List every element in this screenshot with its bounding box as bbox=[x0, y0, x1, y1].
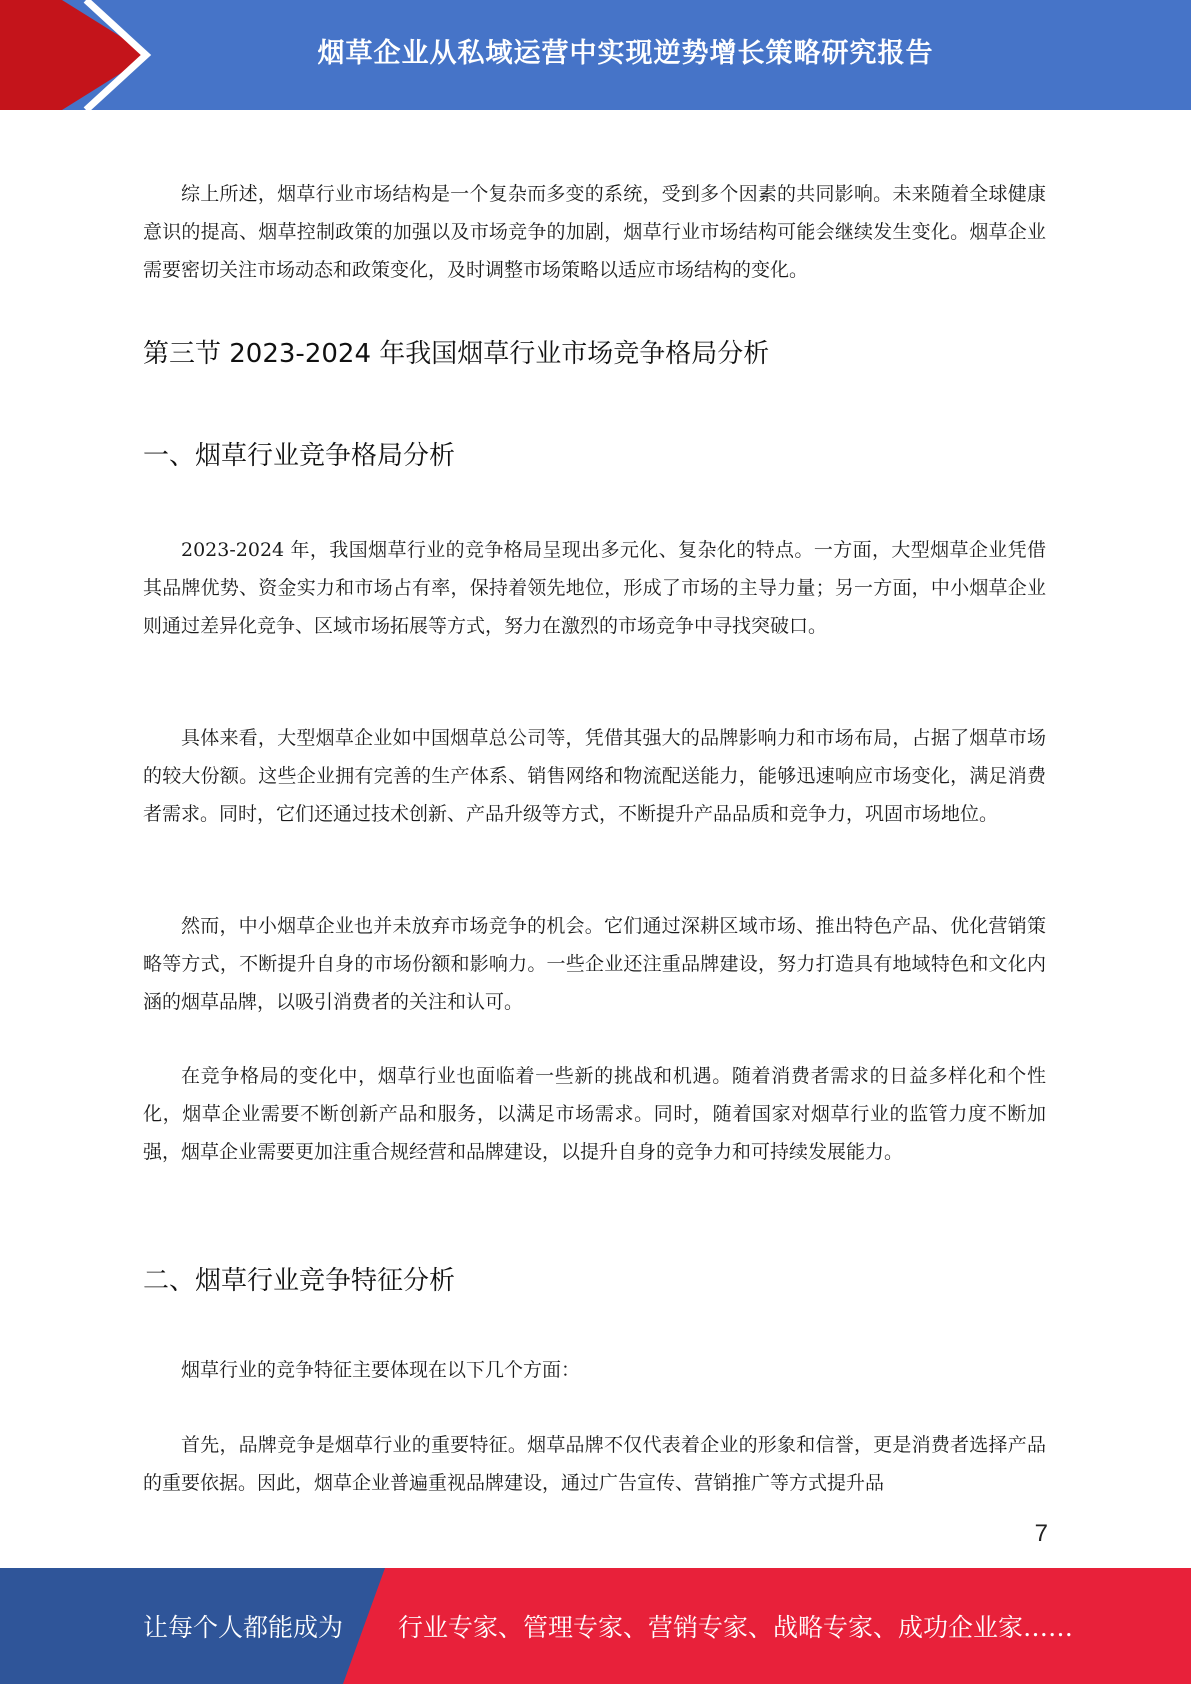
body-paragraph: 具体来看，大型烟草企业如中国烟草总公司等，凭借其强大的品牌影响力和市场布局，占据了烟草市场的较大份额。这些企业拥有完善的生产体系、销售网络和物流配送能力，能够迅速响应市场变化，满足消费者需求。同时，它们还通过技术创新、产品升级等方式，不断提升产品品质和竞争力，巩固市场地位。 bbox=[143, 727, 1046, 825]
body-paragraph: 在竞争格局的变化中，烟草行业也面临着一些新的挑战和机遇。随着消费者需求的日益多样化和个性化，烟草企业需要不断创新产品和服务，以满足市场需求。同时，随着国家对烟草行业的监管力度不断加强，烟草企业需要更加注重合规经营和品牌建设，以提升自身的竞争力和可持续发展能力。 bbox=[143, 1065, 1046, 1163]
report-title: 烟草企业从私域运营中实现逆势增长策略研究报告 bbox=[317, 37, 934, 69]
section-title: 第三节 2023-2024 年我国烟草行业市场竞争格局分析 bbox=[143, 339, 770, 369]
report-header bbox=[0, 0, 1191, 110]
page-number: 7 bbox=[1034, 1520, 1048, 1547]
subsection-title-competition-landscape: 一、烟草行业竞争格局分析 bbox=[143, 441, 456, 471]
subsection-title-competition-features: 二、烟草行业竞争特征分析 bbox=[143, 1266, 456, 1296]
body-paragraph: 2023-2024 年，我国烟草行业的竞争格局呈现出多元化、复杂化的特点。一方面，大型烟草企业凭借其品牌优势、资金实力和市场占有率，保持着领先地位，形成了市场的主导力量；另一方面，中小烟草企业则通过差异化竞争、区域市场拓展等方式，努力在激烈的市场竞争中寻找突破口。 bbox=[143, 539, 1046, 637]
body-paragraph: 然而，中小烟草企业也并未放弃市场竞争的机会。它们通过深耕区域市场、推出特色产品、优化营销策略等方式，不断提升自身的市场份额和影响力。一些企业还注重品牌建设，努力打造具有地域特色和文化内涵的烟草品牌，以吸引消费者的关注和认可。 bbox=[143, 915, 1046, 1013]
report-footer bbox=[0, 1568, 1191, 1684]
intro-paragraph: 综上所述，烟草行业市场结构是一个复杂而多变的系统，受到多个因素的共同影响。未来随着全球健康意识的提高、烟草控制政策的加强以及市场竞争的加剧，烟草行业市场结构可能会继续发生变化。烟草企业需要密切关注市场动态和政策变化，及时调整市场策略以适应市场结构的变化。 bbox=[143, 183, 1046, 281]
footer-slogan-left: 让每个人都能成为 bbox=[143, 1613, 344, 1642]
footer-slogan-right: 行业专家、管理专家、营销专家、战略专家、成功企业家…… bbox=[398, 1613, 1074, 1642]
body-paragraph: 首先，品牌竞争是烟草行业的重要特征。烟草品牌不仅代表着企业的形象和信誉，更是消费者选择产品的重要依据。因此，烟草企业普遍重视品牌建设，通过广告宣传、营销推广等方式提升品 bbox=[143, 1434, 1046, 1494]
body-paragraph: 烟草行业的竞争特征主要体现在以下几个方面： bbox=[181, 1359, 581, 1381]
